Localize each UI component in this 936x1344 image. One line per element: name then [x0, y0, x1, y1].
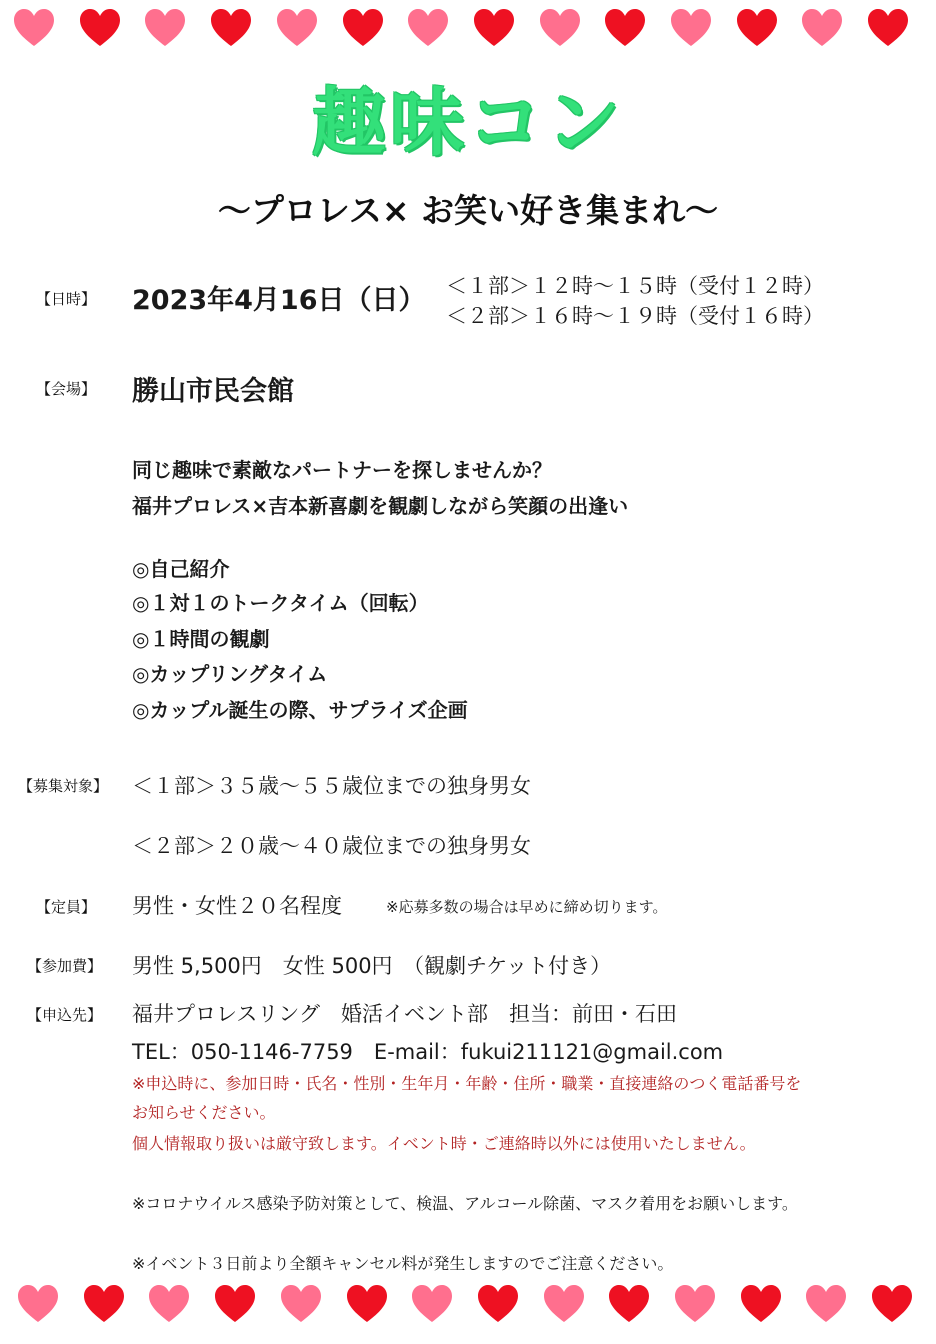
bottom-heart-border [0, 1284, 936, 1340]
corona-notice: ※コロナウイルス感染予防対策として、検温、アルコール除菌、マスク着用をお願いします。 [132, 1194, 798, 1213]
heart-icon [542, 1284, 586, 1324]
program-item: ◎自己紹介 [132, 557, 230, 581]
heart-icon [472, 8, 516, 48]
heart-icon [410, 1284, 454, 1324]
heart-icon [804, 1284, 848, 1324]
privacy-notice: 個人情報取り扱いは厳守致します。イベント時・ご連絡時以外には使用いたしません。 [132, 1134, 756, 1153]
event-date: 2023年4月16日（日） [132, 285, 426, 316]
target-label: 【募集対象】 [18, 777, 109, 795]
datetime-label: 【日時】 [36, 290, 97, 308]
intro-line-2: 福井プロレス×吉本新喜劇を観劇しながら笑顔の出逢い [132, 494, 629, 518]
event-subtitle: ～プロレス× お笑い好き集まれ～ [217, 191, 719, 230]
session1-time: ＜１部＞１２時～１５時（受付１２時） [446, 274, 824, 298]
heart-icon [476, 1284, 520, 1324]
program-item: ◎カップル誕生の際、サプライズ企画 [132, 698, 468, 722]
heart-icon [78, 8, 122, 48]
heart-icon [341, 8, 385, 48]
event-title: 趣味コン [312, 80, 624, 166]
heart-icon [209, 8, 253, 48]
heart-icon [147, 1284, 191, 1324]
heart-icon [870, 1284, 914, 1324]
heart-icon [12, 8, 56, 48]
program-item: ◎１時間の観劇 [132, 627, 270, 651]
apply-label: 【申込先】 [27, 1006, 103, 1024]
heart-icon [143, 8, 187, 48]
heart-icon [275, 8, 319, 48]
heart-icon [607, 1284, 651, 1324]
fee-label: 【参加費】 [27, 957, 103, 975]
heart-icon [673, 1284, 717, 1324]
heart-icon [345, 1284, 389, 1324]
apply-notice-line-1: ※申込時に、参加日時・氏名・性別・生年月・年齢・住所・職業・直接連絡のつく電話番号を [132, 1074, 802, 1093]
venue-name: 勝山市民会館 [132, 376, 294, 407]
heart-icon [213, 1284, 257, 1324]
heart-icon [739, 1284, 783, 1324]
heart-icon [16, 1284, 60, 1324]
capacity-note: ※応募多数の場合は早めに締め切ります。 [386, 898, 668, 916]
capacity-label: 【定員】 [36, 898, 97, 916]
apply-contact: TEL：050-1146-7759 E-mail：fukui211121@gmail.com [132, 1040, 724, 1064]
heart-icon [279, 1284, 323, 1324]
fee-value: 男性 5,500円 女性 500円 （観劇チケット付き） [132, 954, 612, 978]
program-item: ◎１対１のトークタイム（回転） [132, 591, 429, 615]
top-heart-border [0, 8, 936, 64]
heart-icon [538, 8, 582, 48]
capacity-value: 男性・女性２０名程度 [132, 894, 342, 918]
heart-icon [735, 8, 779, 48]
heart-icon [406, 8, 450, 48]
heart-icon [669, 8, 713, 48]
session2-time: ＜２部＞１６時～１９時（受付１６時） [446, 304, 824, 328]
apply-notice-line-2: お知らせください。 [132, 1103, 276, 1122]
apply-organization: 福井プロレスリング 婚活イベント部 担当：前田・石田 [132, 1002, 677, 1026]
program-item: ◎カップリングタイム [132, 662, 328, 686]
cancel-notice: ※イベント３日前より全額キャンセル料が発生しますのでご注意ください。 [132, 1254, 674, 1273]
target-session2: ＜２部＞２０歳～４０歳位までの独身男女 [132, 834, 531, 858]
venue-label: 【会場】 [36, 380, 97, 398]
heart-icon [866, 8, 910, 48]
heart-icon [82, 1284, 126, 1324]
target-session1: ＜１部＞３５歳～５５歳位までの独身男女 [132, 774, 531, 798]
heart-icon [800, 8, 844, 48]
intro-line-1: 同じ趣味で素敵なパートナーを探しませんか？ [132, 458, 552, 482]
heart-icon [603, 8, 647, 48]
